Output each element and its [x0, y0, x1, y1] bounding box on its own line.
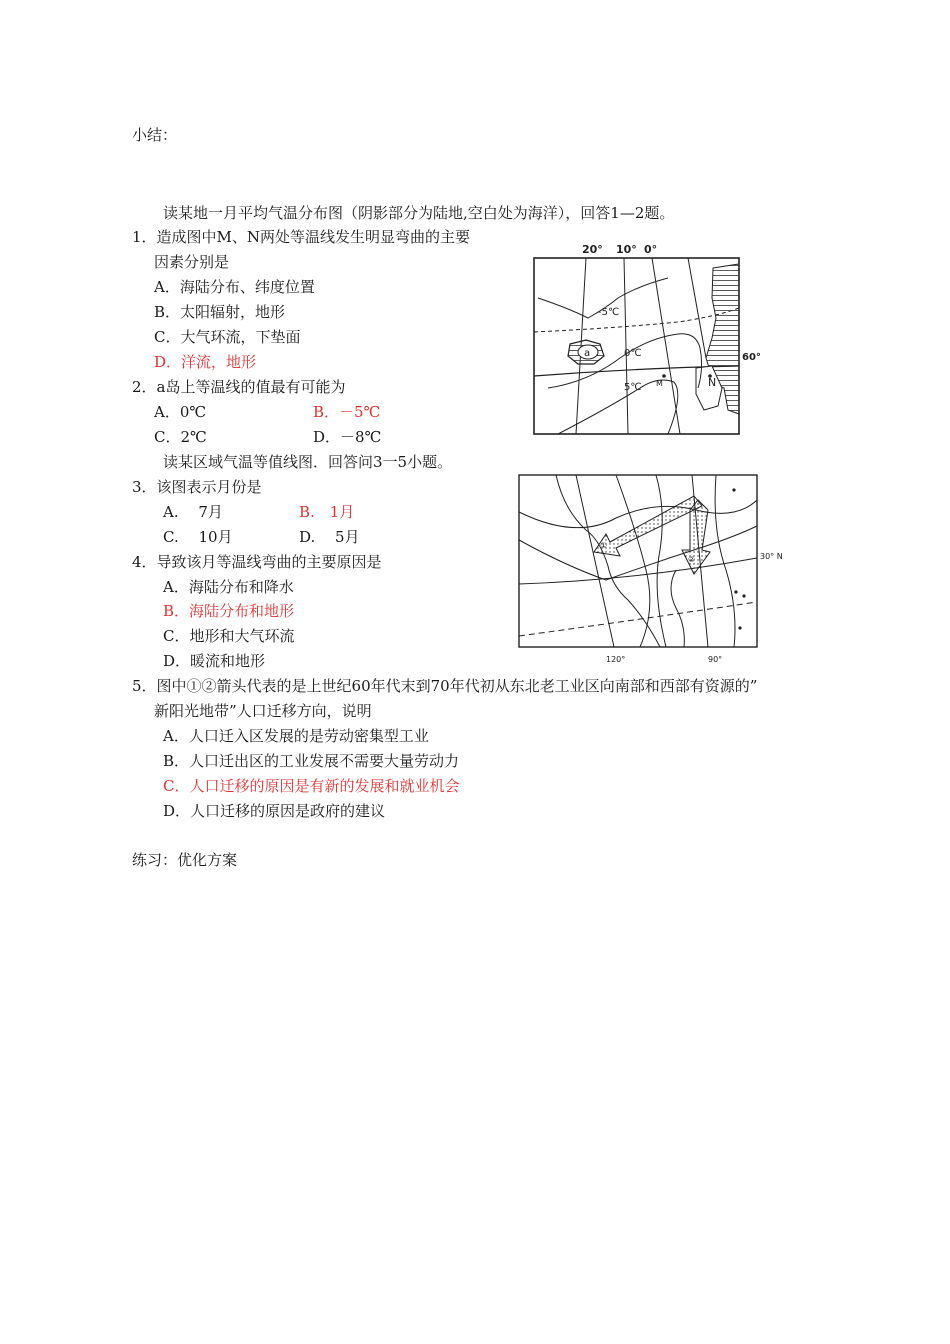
q4-option-a: A．海陆分布和降水: [163, 578, 294, 596]
q1-option-a: A．海陆分布、纬度位置: [154, 278, 315, 296]
map2-isotherm: [519, 500, 757, 528]
q5-option-d: D．人口迁移的原因是政府的建议: [163, 802, 386, 820]
q1-stem-line1: 1．造成图中M、N两处等温线发生明显弯曲的主要: [132, 228, 471, 246]
map1-label-a: a: [584, 348, 591, 359]
q5-stem-line2: 新阳光地带”人口迁移方向，说明: [154, 702, 372, 720]
map2-parallel-dashed: [519, 602, 757, 636]
map2-dot: [734, 590, 737, 593]
q3-option-d: D. 5月: [299, 528, 360, 546]
map1-lon-label-0: 0°: [644, 243, 658, 256]
map1-label-m: M: [656, 379, 663, 388]
q4-stem: 4．导致该月等温线弯曲的主要原因是: [132, 553, 382, 571]
map1-lat-label-60: 60°: [742, 352, 761, 363]
map2-meridian-120: [576, 475, 614, 647]
q4-option-b: B．海陆分布和地形: [163, 602, 295, 620]
map2-dot: [732, 488, 735, 491]
map2-arrow-label-1: ①: [600, 541, 608, 550]
q3-option-c: C. 10月: [163, 528, 233, 546]
map2-dot: [738, 626, 741, 629]
q2-option-b: B．－5℃: [313, 403, 381, 421]
map2-dot: [742, 594, 745, 597]
intro-2: 读某区域气温等值线图．回答问3一5小题。: [163, 453, 453, 471]
q4-option-c: C．地形和大气环流: [163, 627, 295, 645]
map2-frame: [519, 475, 757, 647]
q1-option-c: C．大气环流，下垫面: [154, 328, 301, 346]
q4-option-d: D．暖流和地形: [163, 652, 266, 670]
q2-stem: 2．a岛上等温线的值最有可能为: [132, 378, 346, 396]
map1-meridian: [652, 258, 680, 434]
map2-lon-label-90: 90°: [708, 655, 723, 664]
q5-option-c: C．人口迁移的原因是有新的发展和就业机会: [163, 777, 460, 795]
map1-meridian: [624, 258, 628, 434]
map2-lon-label-120: 120°: [606, 655, 626, 664]
q3-option-a: A. 7月: [163, 503, 223, 521]
map1-isotherm-label-5: 5℃: [624, 382, 642, 393]
q1-option-b: B．太阳辐射，地形: [154, 303, 286, 321]
map2-arrow-1: [594, 496, 702, 556]
q1-option-d: D．洋流，地形: [154, 353, 257, 371]
regional-isotherm-map: [516, 470, 796, 670]
map1-isotherm-label-0: 0℃: [624, 348, 642, 359]
q2-option-d: D．－8℃: [313, 428, 382, 446]
map2-lat-label: 30° N: [760, 552, 783, 561]
isotherm-map-january: [528, 238, 768, 440]
map2-coastline-gulf: [671, 570, 684, 647]
q2-option-a: A．0℃: [154, 403, 207, 421]
q3-option-b: B. 1月: [299, 503, 355, 521]
map1-point-m: [662, 374, 666, 378]
q3-stem: 3．该图表示月份是: [132, 478, 262, 496]
map1-lon-label-10: 10°: [616, 243, 637, 256]
map2-arrow-label-2: ②: [688, 555, 696, 564]
map2-isotherm: [715, 475, 735, 647]
q5-option-a: A．人口迁入区发展的是劳动密集型工业: [163, 727, 429, 745]
q1-stem-line2: 因素分别是: [154, 253, 230, 271]
map1-meridian: [688, 258, 706, 358]
map1-parallel-dashed: [534, 308, 739, 332]
q5-option-b: B．人口迁出区的工业发展不需要大量劳动力: [163, 752, 460, 770]
map1-isotherm-label-minus5: -5℃: [598, 307, 620, 318]
summary-label: 小结：: [132, 126, 178, 144]
q5-stem-line1: 5．图中①②箭头代表的是上世纪60年代末到70年代初从东北老工业区向南部和西部有资源的”: [132, 677, 758, 695]
map1-lon-label-20: 20°: [582, 243, 603, 256]
map1-label-n: N: [708, 376, 717, 389]
q2-option-c: C．2℃: [154, 428, 207, 446]
map2-parallel: [519, 558, 757, 584]
intro-1: 读某地一月平均气温分布图（阴影部分为陆地,空白处为海洋），回答1—2题。: [163, 204, 675, 222]
practice-label: 练习：优化方案: [132, 851, 238, 869]
map1-isotherm-0: [548, 334, 702, 388]
